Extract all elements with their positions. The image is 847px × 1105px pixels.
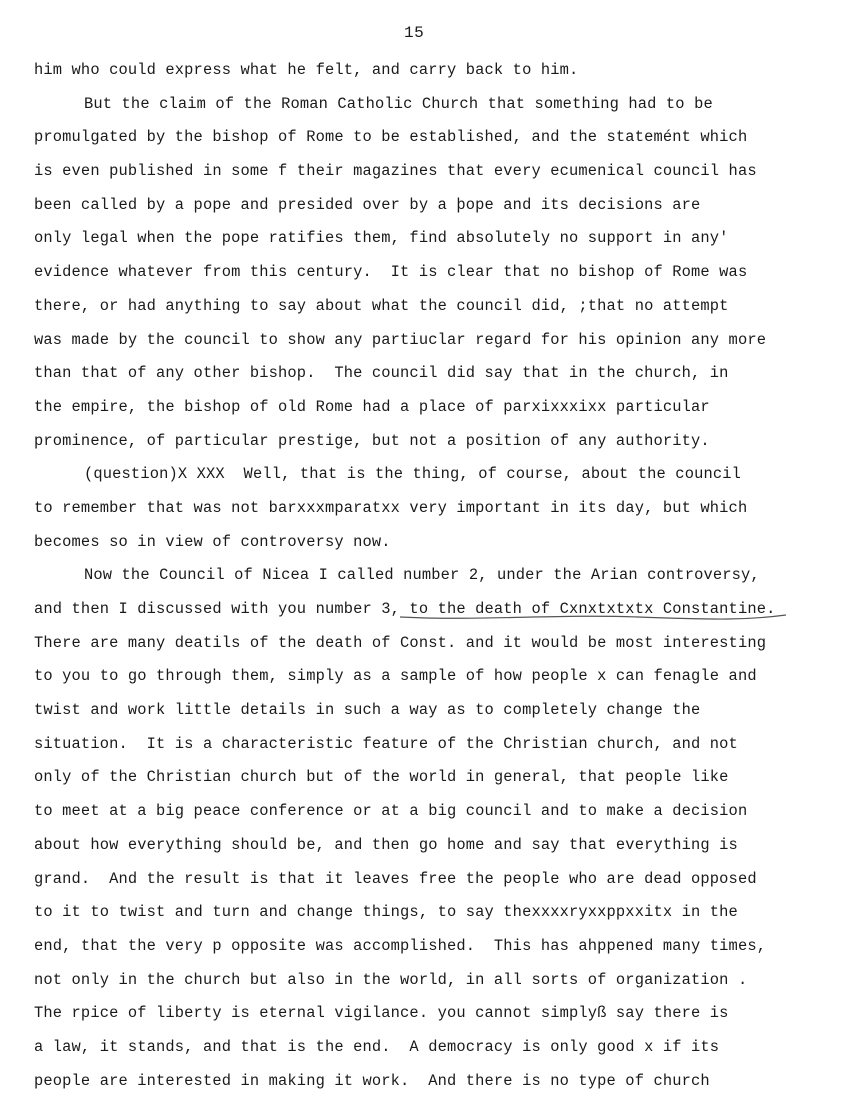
text-line: was made by the council to show any partiuclar regard for his opinion any more [34,330,767,349]
text-line: not only in the church but also in the world, in all sorts of organization . [34,970,748,989]
text-line: only legal when the pope ratifies them, find absolutely no support in any' [34,229,729,248]
handwritten-underline [398,612,788,622]
text-line: to remember that was not barxxxmparatxx very important in its day, but which [34,498,748,517]
text-line: a law, it stands, and that is the end. A democracy is only good x if its [34,1037,720,1056]
text-line: situation. It is a characteristic feature of the Christian church, and not [34,734,738,753]
text-line: about how everything should be, and then go home and say that everything is [34,835,738,854]
text-line: been called by a pope and presided over by a þope and its decisions are [34,195,701,214]
body-text [0,58,847,1102]
text-line: only of the Christian church but of the world in general, that people like [34,768,729,787]
text-line: (question)X XXX Well, that is the thing, of course, about the council [84,465,742,484]
text-line: people are interested in making it work. And there is no type of church [34,1071,710,1090]
text-line: The rpice of liberty is eternal vigilance. you cannot simplyß say there is [34,1004,729,1023]
text-line: to you to go through them, simply as a sample of how people x can fenagle and [34,667,757,686]
text-line: prominence, of particular prestige, but not a position of any authority. [34,431,710,450]
text-line: than that of any other bishop. The council did say that in the church, in [34,364,729,383]
page-number: 15 [404,24,425,42]
text-line: becomes so in view of controversy now. [34,532,391,551]
text-line: there, or had anything to say about what the council did, ;that no attempt [34,296,729,315]
text-line: grand. And the result is that it leaves free the people who are dead opposed [34,869,757,888]
text-line: is even published in some f their magazines that every ecumenical council has [34,162,757,181]
text-line: and then I discussed with you number 3, to the death of Cxnxtxtxtx Constantine. [34,600,776,618]
text-line: promulgated by the bishop of Rome to be established, and the statemént which [34,128,748,147]
text-line: him who could express what he felt, and carry back to him. [34,61,579,79]
text-line: But the claim of the Roman Catholic Church that something had to be [84,94,713,113]
text-line: twist and work little details in such a way as to completely change the [34,701,701,720]
text-line: Now the Council of Nicea I called number 2, under the Arian controversy, [84,566,760,585]
text-line: the empire, the bishop of old Rome had a place of parxixxxixx particular [34,397,710,416]
text-line: end, that the very p opposite was accomplished. This has ahppened many times, [34,936,767,955]
text-line: There are many deatils of the death of Const. and it would be most interesting [34,633,767,652]
text-line: to meet at a big peace conference or at a big council and to make a decision [34,802,748,821]
text-line: to it to twist and turn and change things, to say thexxxxryxxppxxitx in the [34,903,738,922]
text-line: evidence whatever from this century. It is clear that no bishop of Rome was [34,263,748,282]
